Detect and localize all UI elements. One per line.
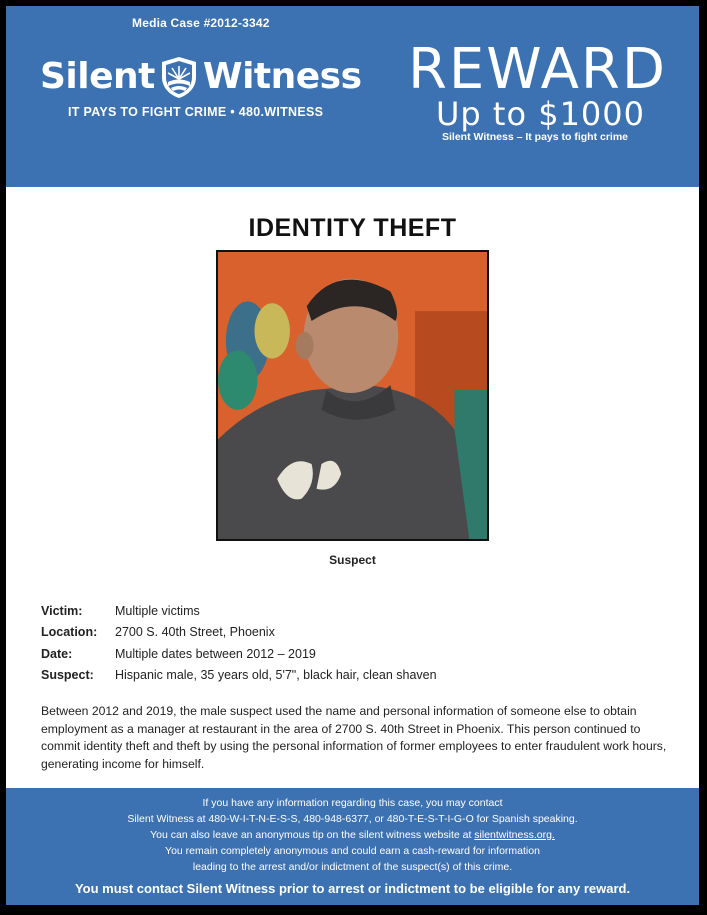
footer-line: You remain completely anonymous and could earn a cash-reward for information [165, 845, 540, 857]
footer-line: leading to the arrest and/or indictment of the suspect(s) of this crime. [192, 861, 513, 873]
footer-line: If you have any information regarding this case, you may contact [202, 797, 503, 809]
shield-sunburst-icon [159, 55, 199, 99]
logo-word-witness: Witness [202, 56, 362, 97]
suspect-photo [216, 250, 489, 541]
case-narrative: Between 2012 and 2019, the male suspect used the name and personal information of someone else to obtain employment as a manager at restaurant in the area of 2700 S. 40th Street in Phoenix. This person continued to commit identity theft and theft by using the personal information of former employees to enter fraudulent work hours, generating income for himself. [41, 704, 667, 771]
detail-row-suspect [41, 665, 681, 687]
case-details [41, 600, 681, 686]
detail-value: 2700 S. 40th Street, Phoenix [115, 625, 275, 640]
detail-label: Date: [41, 646, 73, 661]
footer-line: Silent Witness at 480-W-I-T-N-E-S-S, 480-948-6377, or 480-T-E-S-T-I-G-O for Spanish speaking. [127, 813, 578, 825]
flyer [6, 6, 699, 905]
header-banner [6, 6, 699, 187]
footer-line-text: You can also leave an anonymous tip on the silent witness website at [150, 829, 475, 841]
reward-subtitle: Silent Witness – It pays to fight crime [442, 131, 629, 143]
reward-amount: Up to $1000 [436, 95, 645, 133]
detail-value: Multiple dates between 2012 – 2019 [115, 646, 316, 661]
detail-label: Suspect: [41, 668, 94, 683]
tagline: IT PAYS TO FIGHT CRIME • 480.WITNESS [68, 105, 324, 119]
website-link[interactable]: silentwitness.org. [474, 829, 555, 841]
detail-value: Multiple victims [115, 603, 200, 618]
contact-footer [6, 788, 699, 905]
case-number: Media Case #2012-3342 [132, 16, 270, 30]
footer-line-website [6, 827, 699, 843]
logo-word-silent: Silent [40, 56, 155, 97]
detail-label: Location: [41, 625, 98, 640]
detail-label: Victim: [41, 603, 83, 618]
detail-row-location [41, 622, 681, 644]
suspect-photo-image [218, 252, 487, 539]
detail-row-victim [41, 600, 681, 622]
silent-witness-logo [40, 54, 362, 100]
detail-value: Hispanic male, 35 years old, 5'7", black hair, clean shaven [115, 668, 437, 683]
reward-heading: REWARD [408, 37, 667, 102]
detail-row-date [41, 643, 681, 665]
photo-caption: Suspect [329, 553, 376, 567]
footer-eligibility-notice: You must contact Silent Witness prior to arrest or indictment to be eligible for any reward. [74, 881, 631, 896]
crime-title: IDENTITY THEFT [248, 214, 457, 242]
